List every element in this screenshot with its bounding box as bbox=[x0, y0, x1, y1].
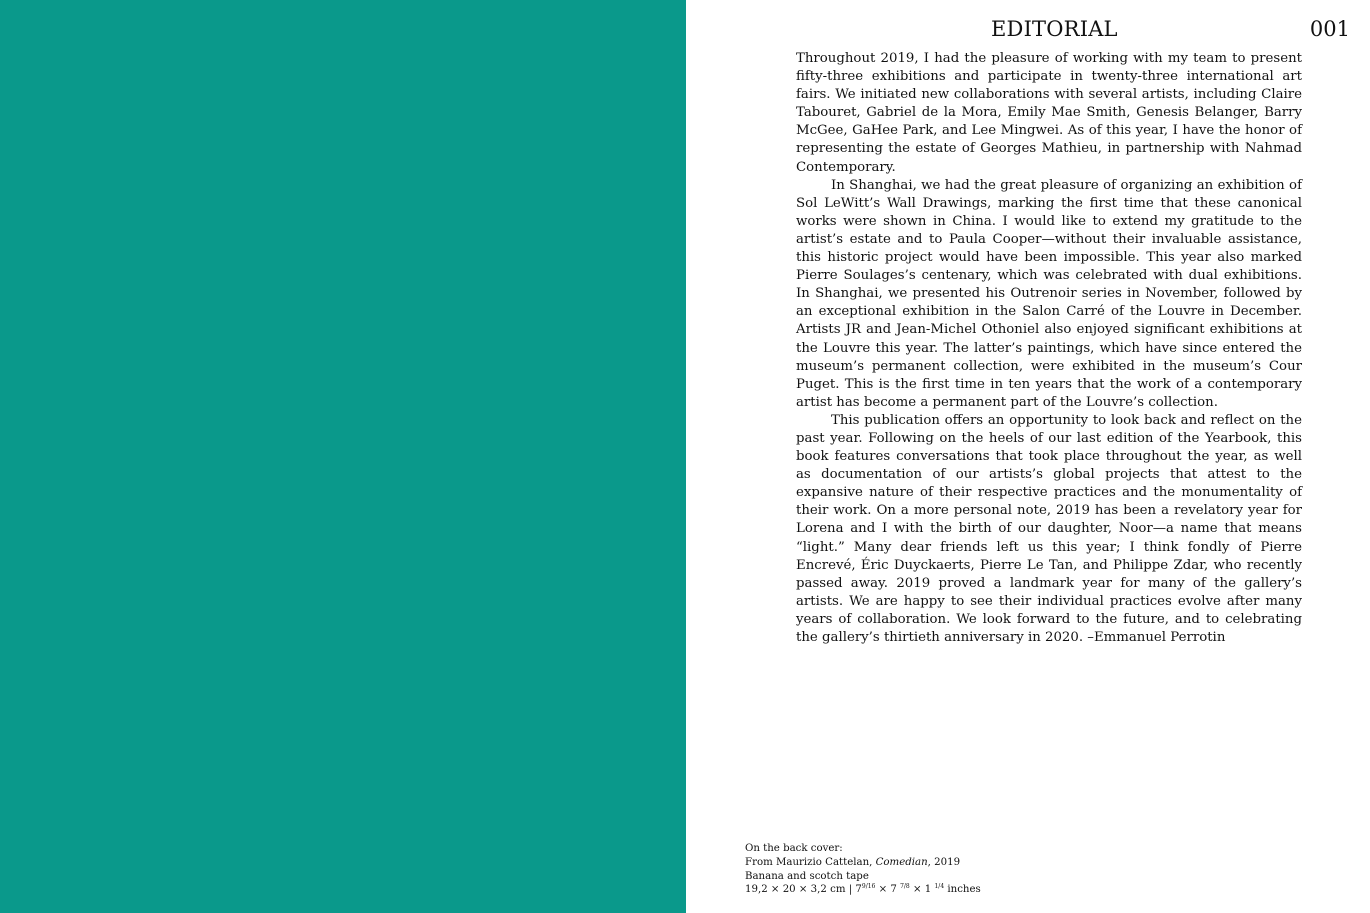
caption-fraction-3: 1/4 bbox=[934, 883, 945, 891]
caption-fraction-2: 7/8 bbox=[900, 883, 910, 891]
editorial-body bbox=[796, 50, 1302, 647]
page-title: EDITORIAL bbox=[991, 17, 1118, 41]
page-number: 001 bbox=[1309, 17, 1350, 41]
paragraph-3: This publication offers an opportunity to look back and reflect on the past year. Following on the heels of our last edition of the Yearbook, this book features conversations that took place throughout the year, as well as documentation of our artists’s global projects that attest to the expansive nature of their respective practices and the monumentality of their work. On a more personal note, 2019 has been a revelatory year for Lorena and I with the birth of our daughter, Noor—a name that means “light.” Many dear friends left us this year; I think fondly of Pierre Encrevé, Éric Duyckaerts, Pierre Le Tan, and Philippe Zdar, who recently passed away. 2019 proved a landmark year for many of the gallery’s artists. We are happy to see their individual practices evolve after many years of collaboration. We look forward to the future, and to celebrating the gallery’s thirtieth anniversary in 2020. –Emmanuel Perrotin bbox=[796, 412, 1302, 645]
caption-dimensions-metric: 19,2 × 20 × 3,2 cm | 7 bbox=[745, 884, 862, 896]
caption-year: , 2019 bbox=[927, 856, 961, 868]
caption-line-3: Banana and scotch tape bbox=[745, 870, 869, 882]
caption-dimensions-mid-1: × 7 bbox=[875, 884, 901, 896]
caption-artist: From Maurizio Cattelan, bbox=[745, 856, 876, 868]
caption-line-4 bbox=[745, 883, 981, 897]
caption-line-1: On the back cover: bbox=[745, 843, 843, 854]
back-cover-caption bbox=[745, 842, 981, 897]
caption-dimensions-mid-2: × 1 bbox=[909, 884, 935, 896]
right-page bbox=[686, 0, 1370, 913]
paragraph-2: In Shanghai, we had the great pleasure of organizing an exhibition of Sol LeWitt’s Wall Drawings, marking the first time that these canonical works were shown in China. I would like to extend my gratitude to the artist’s estate and to Paula Cooper—without their invaluable assistance, this historic project would have been impossible. This year also marked Pierre Soulages’s centenary, which was celebrated with dual exhibitions. In Shanghai, we presented his Outrenoir series in November, followed by an exceptional exhibition in the Salon Carré of the Louvre in December. Artists JR and Jean-Michel Othoniel also enjoyed significant exhibitions at the Louvre this year. The latter’s paintings, which have since entered the museum’s permanent collection, were exhibited in the museum’s Cour Puget. This is the first time in ten years that the work of a contemporary artist has become a permanent part of the Louvre’s collection. bbox=[796, 177, 1302, 410]
caption-artwork-title: Comedian bbox=[875, 856, 928, 868]
caption-fraction-1: 9/16 bbox=[861, 883, 876, 891]
paragraph-1: Throughout 2019, I had the pleasure of working with my team to present fifty-three exhibitions and participate in twenty-three international art fairs. We initiated new collaborations with several artists, including Claire Tabouret, Gabriel de la Mora, Emily Mae Smith, Genesis Belanger, Barry McGee, GaHee Park, and Lee Mingwei. As of this year, I have the honor of representing the estate of Georges Mathieu, in partnership with Nahmad Contemporary. bbox=[796, 51, 1302, 175]
caption-dimensions-unit: inches bbox=[944, 884, 981, 896]
caption-line-2 bbox=[745, 856, 981, 870]
